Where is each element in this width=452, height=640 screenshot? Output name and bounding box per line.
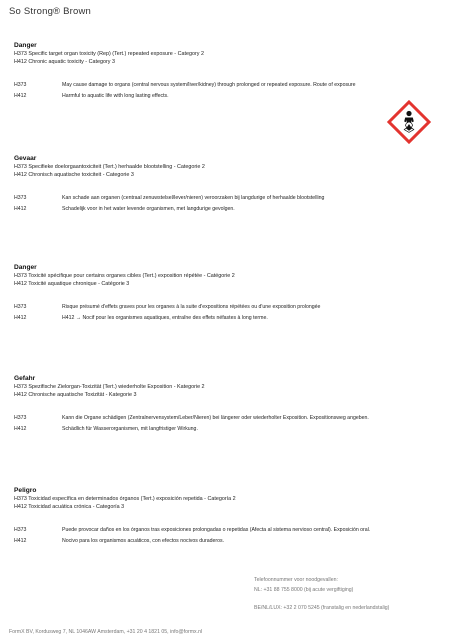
signal-word: Danger [14, 264, 37, 271]
statement-code: H373 [14, 527, 27, 533]
statement-text: Harmful to aquatic life with long lasting effects. [62, 93, 169, 99]
signal-word: Peligro [14, 487, 37, 494]
emergency-phone-be: BE/NL/LUX: +32 2 070 5245 (franstalig en nederlandstalig) [254, 605, 390, 611]
hazard-class-line: H412 Chronisch aquatische toxiciteit - Categorie 3 [14, 172, 134, 178]
hazard-class-line: H373 Specifieke doelorgaantoxiciteit (Tert.) herhaalde blootstelling - Categorie 2 [14, 164, 205, 170]
statement-code: H412 [14, 206, 27, 212]
hazard-statements [14, 302, 434, 324]
hazard-statements [14, 525, 434, 547]
hazard-class-line: H412 Chronic aquatic toxicity - Category 3 [14, 59, 115, 65]
statement-row [14, 313, 434, 324]
hazard-section-nl [14, 155, 434, 215]
hazard-statements [14, 80, 434, 102]
statement-row [14, 91, 434, 102]
statement-code: H412 [14, 315, 27, 321]
statement-code: H412 [14, 93, 27, 99]
statement-text: H412 → Nocif pour les organismes aquatiques, entraîne des effets néfastes à long terme. [62, 315, 268, 321]
hazard-section-es [14, 487, 434, 547]
product-title: So Strong® Brown [9, 6, 92, 17]
statement-text: May cause damage to organs (central nervous system/liver/kidney) through prolonged or repeated exposure. Route of exposure [62, 82, 356, 88]
signal-word: Gevaar [14, 155, 37, 162]
statement-row [14, 302, 434, 313]
signal-word: Gefahr [14, 375, 36, 382]
statement-row [14, 525, 434, 536]
statement-row [14, 536, 434, 547]
hazard-class-line: H412 Chronische aquatische Toxizität - Kategorie 3 [14, 392, 137, 398]
emergency-contact [254, 575, 444, 613]
statement-code: H373 [14, 82, 27, 88]
statement-text: Schädlich für Wasserorganismen, mit langfristiger Wirkung. [62, 426, 198, 432]
hazard-class-line: H412 Toxicidad acuática crónica - Categoría 3 [14, 504, 125, 510]
statement-code: H373 [14, 195, 27, 201]
company-footer: FormX BV, Kordusweg 7, NL 1046AW Amsterdam, +31 20 4 1821 05, info@formx.nl [9, 629, 203, 635]
statement-row [14, 193, 434, 204]
statement-row [14, 413, 434, 424]
statement-text: Schadelijk voor in het water levende organismen, met langdurige gevolgen. [62, 206, 235, 212]
statement-code: H373 [14, 304, 27, 310]
statement-code: H412 [14, 538, 27, 544]
statement-text: Kann die Organe schädigen (Zentralnervensystem/Leber/Nieren) bei längerer oder wiederholter Exposition. Expositionsweg angeben. [62, 415, 369, 421]
statement-text: Nocivo para los organismos acuáticos, con efectos nocivos duraderos. [62, 538, 225, 544]
statement-row [14, 80, 434, 91]
hazard-class-line: H373 Spezifische Zielorgan-Toxizität (Tert.) wiederholte Exposition - Kategorie 2 [14, 384, 205, 390]
hazard-statements [14, 413, 434, 435]
health-hazard-icon [387, 100, 431, 144]
hazard-class-line: H412 Toxicité aquatique chronique - Catégorie 3 [14, 281, 130, 287]
statement-text: Puede provocar daños en los órganos tras exposiciones prolongadas o repetidas (Afecta al sistema nervioso central). Exposición oral. [62, 527, 371, 533]
emergency-contact-label: Telefoonnummer voor noodgevallen: [254, 577, 338, 583]
hazard-statements [14, 193, 434, 215]
hazard-section-de [14, 375, 434, 435]
statement-row [14, 204, 434, 215]
statement-row [14, 424, 434, 435]
hazard-class-line: H373 Specific target organ toxicity (Rep) (Tert.) repeated exposure - Category 2 [14, 51, 204, 57]
signal-word: Danger [14, 42, 37, 49]
statement-text: Risque présumé d'effets graves pour les organes à la suite d'expositions répétées ou d'une exposition prolongée [62, 304, 321, 310]
statement-code: H373 [14, 415, 27, 421]
emergency-phone-nl: NL: +31 88 755 8000 (bij acute vergiftiging) [254, 587, 354, 593]
hazard-class-line: H373 Toxicité spécifique pour certains organes cibles (Tert.) exposition répétée - Catégorie 2 [14, 273, 235, 279]
hazard-section-en [14, 42, 434, 102]
statement-code: H412 [14, 426, 27, 432]
hazard-class-line: H373 Toxicidad específica en determinados órganos (Tert.) exposición repetida - Categoría 2 [14, 496, 236, 502]
statement-text: Kan schade aan organen (centraal zenuwstelsel/lever/nieren) veroorzaken bij langdurige of herhaalde blootstelling [62, 195, 325, 201]
hazard-section-fr [14, 264, 434, 324]
